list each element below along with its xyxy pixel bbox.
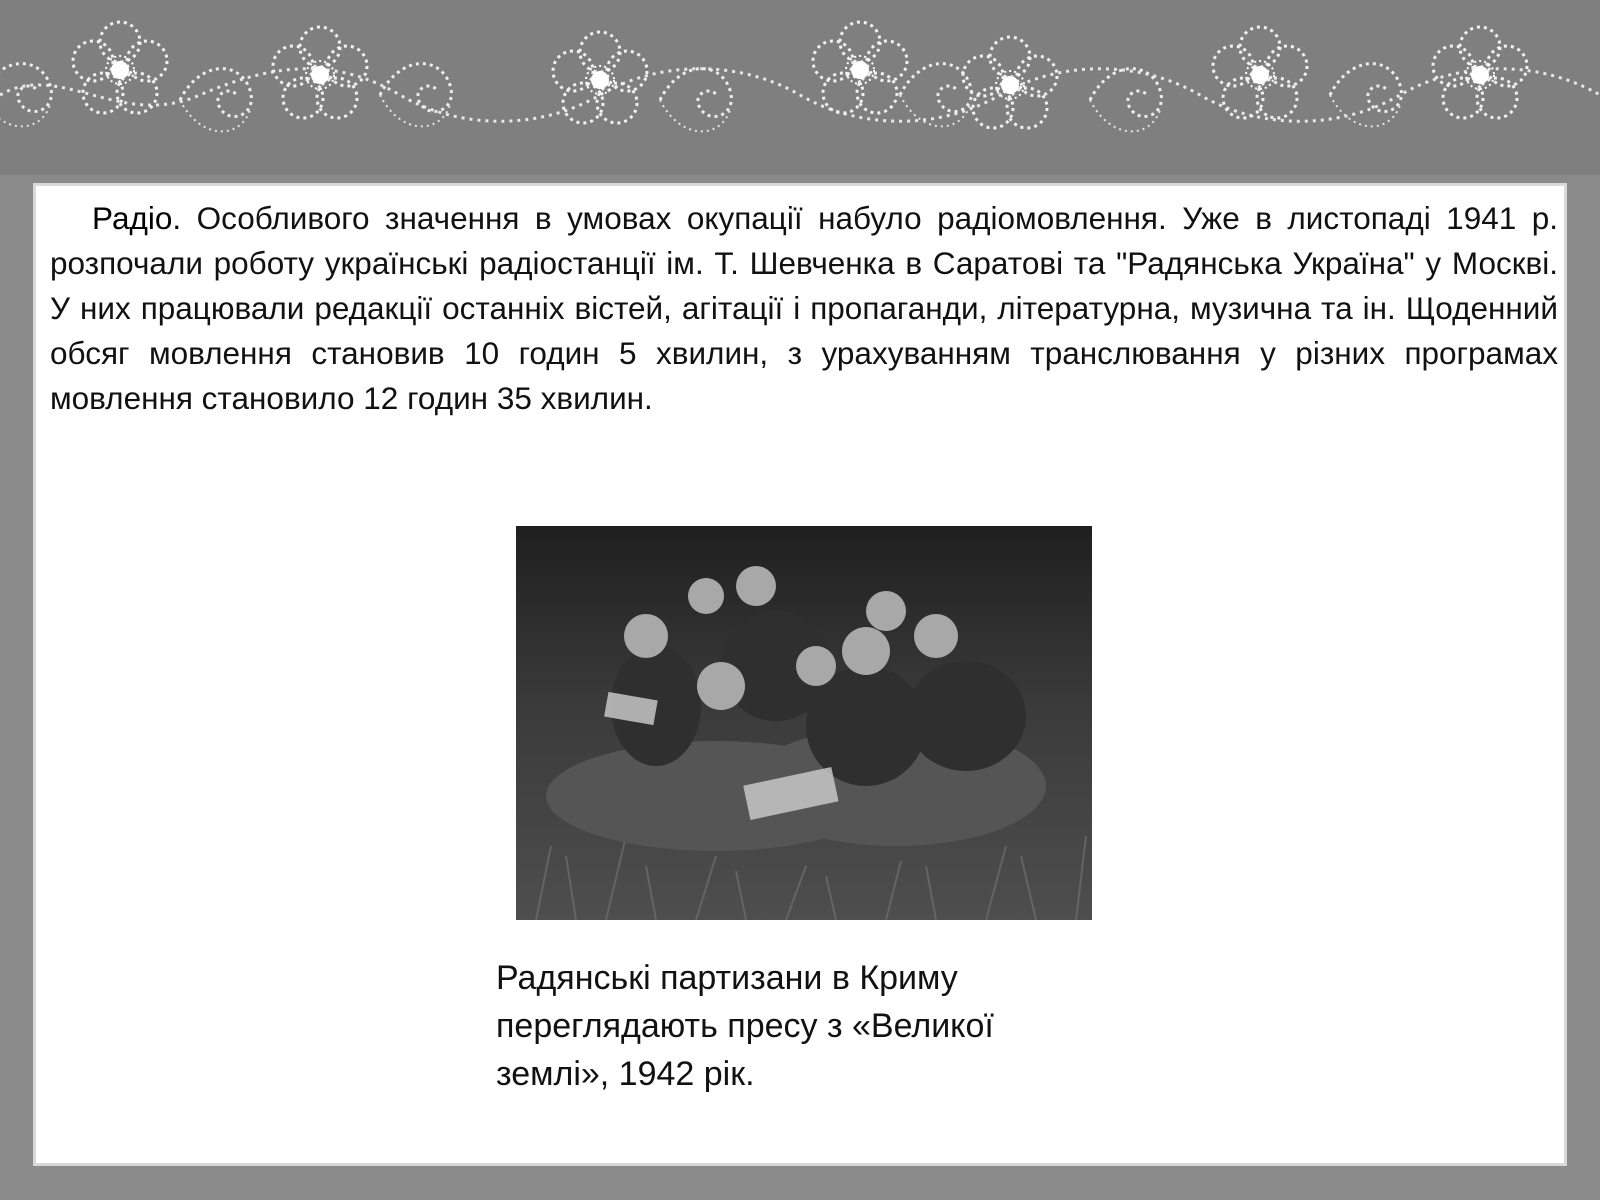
partisans-photo [516,526,1092,920]
article-body: Особливого значення в умовах окупації набуло радіомовлення. Уже в листопаді 1941 р. розпочали роботу українські радіостанції ім. Т. Шевченка в Саратові та "Радянська Україна" у Москві. У них працювали редакції останніх вістей, агітації і пропаганди, літературна, музична та ін. Щоденний обсяг мовлення становив 10 годин 5 хвилин, з урахуванням транслювання у різних програмах мовлення становило 12 годин 35 хвилин. [50,200,1558,416]
content-panel [33,183,1567,1166]
article-lead: Радіо. [92,200,182,236]
lace-ornament-icon [0,0,1600,175]
photo-caption: Радянські партизани в Криму переглядають пресу з «Великої землі», 1942 рік. [496,959,994,1093]
article-paragraph [50,196,1558,421]
historical-photo-icon [516,526,1092,920]
lace-ornament-border [0,0,1600,175]
